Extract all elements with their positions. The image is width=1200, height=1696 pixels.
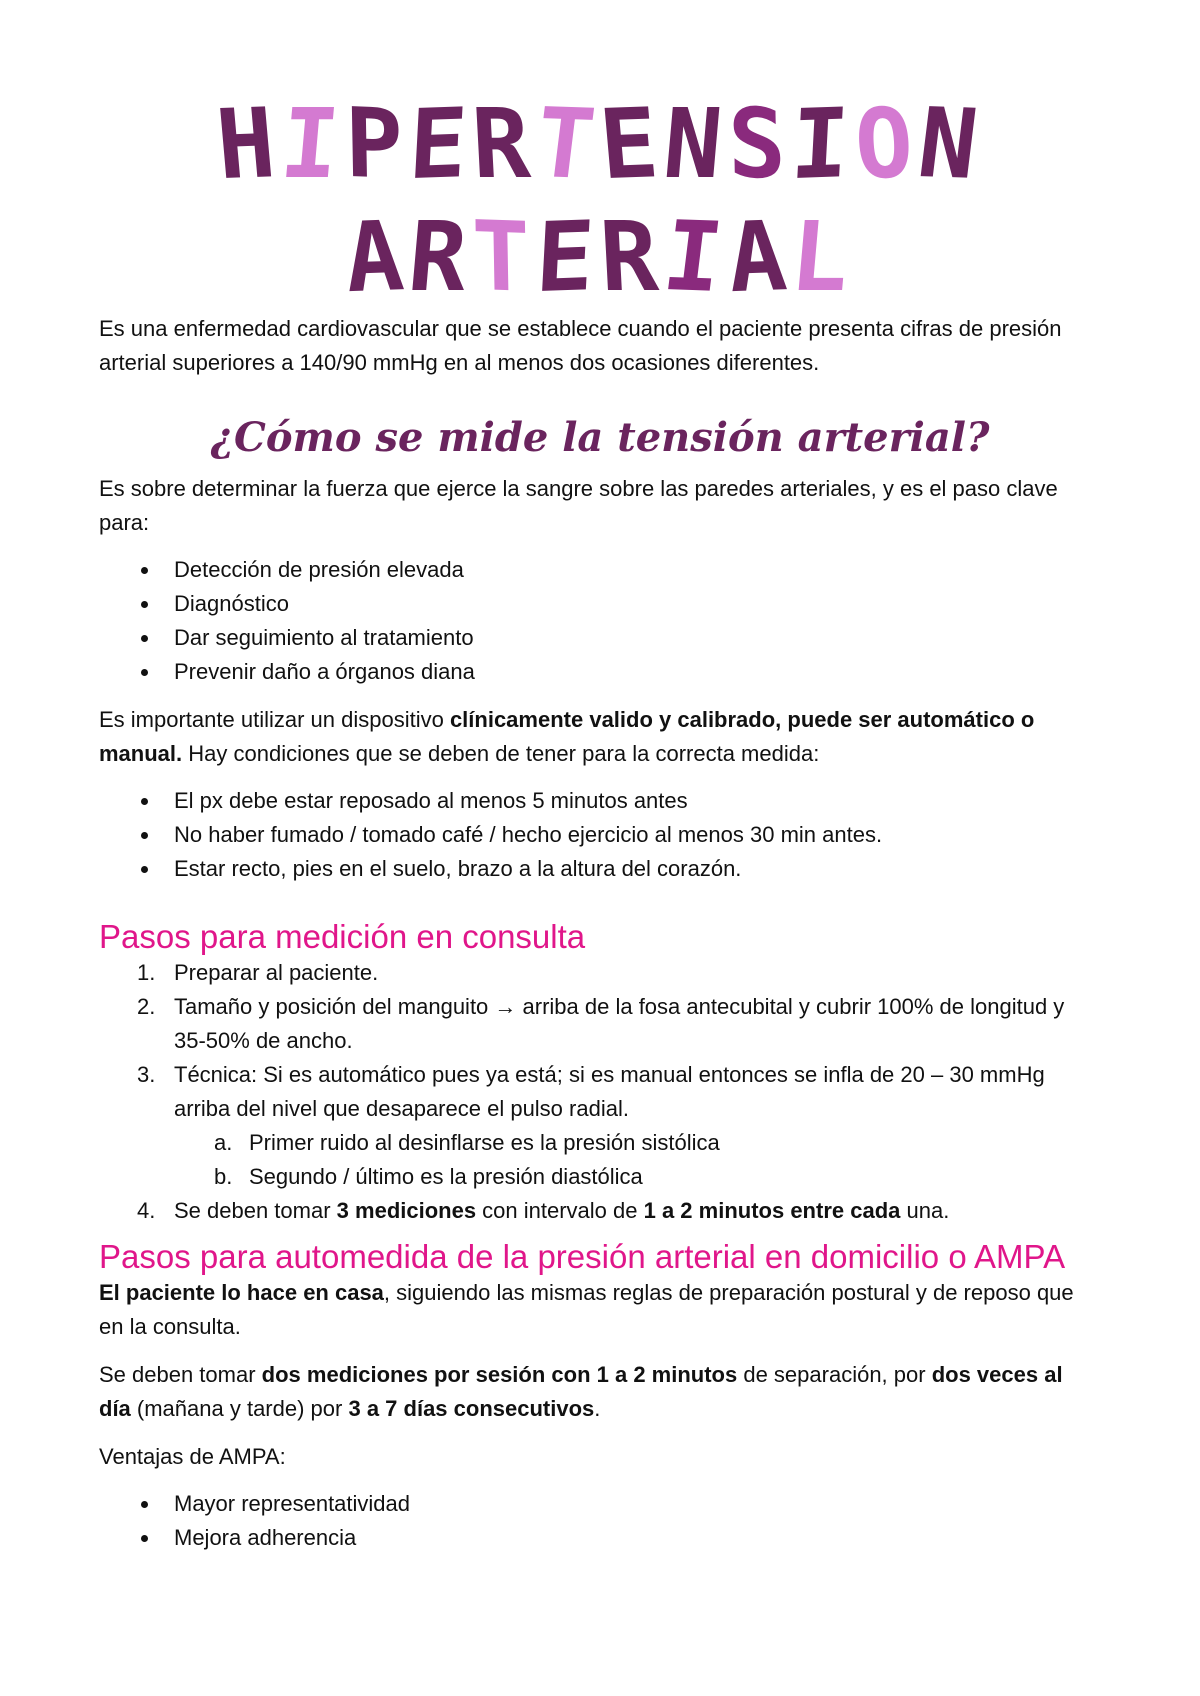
list-item: Prevenir daño a órganos diana [99, 655, 1099, 689]
list-item: Mejora adherencia [99, 1521, 1099, 1555]
list-item: No haber fumado / tomado café / hecho ejercicio al menos 30 min antes. [99, 818, 1099, 852]
heading-medicion: ¿Cómo se mide la tensión arterial? [210, 414, 990, 461]
ampa-paragraph-2: Se deben tomar dos mediciones por sesión con 1 a 2 minutos de separación, por dos veces al día (mañana y tarde) por 3 a 7 días consecutivos. [99, 1362, 1063, 1421]
list-item: Detección de presión elevada [99, 553, 1099, 587]
steps-list [99, 956, 1099, 1228]
document-title [0, 88, 1200, 315]
bullet-icon [141, 1535, 148, 1542]
list-item: Estar recto, pies en el suelo, brazo a la altura del corazón. [99, 852, 1099, 886]
substeps-list [99, 1126, 1099, 1194]
intro-paragraph: Es una enfermedad cardiovascular que se establece cuando el paciente presenta cifras de presión arterial superiores a 140/90 mmHg en al menos dos ocasiones diferentes. [99, 316, 1062, 375]
heading-ampa: Pasos para automedida de la presión arterial en domicilio o AMPA [99, 1238, 1066, 1275]
bullet-icon [141, 866, 148, 873]
ventajas-label: Ventajas de AMPA: [99, 1444, 286, 1469]
list-item: a. Primer ruido al desinflarse es la presión sistólica [214, 1130, 720, 1155]
title-line-2: ARTERIAL [339, 200, 861, 315]
purposes-list [99, 553, 1099, 689]
list-item: El px debe estar reposado al menos 5 minutos antes [99, 784, 1099, 818]
medicion-paragraph: Es sobre determinar la fuerza que ejerce la sangre sobre las paredes arteriales, y es el paso clave para: [99, 476, 1058, 535]
list-item: 2. Tamaño y posición del manguito → arriba de la fosa antecubital y cubrir 100% de longitud y 35-50% de ancho. [137, 994, 1065, 1053]
ampa-paragraph-1: El paciente lo hace en casa, siguiendo las mismas reglas de preparación postural y de reposo que en la consulta. [99, 1280, 1074, 1339]
device-paragraph: Es importante utilizar un dispositivo clínicamente valido y calibrado, puede ser automático o manual. Hay condiciones que se deben de tener para la correcta medida: [99, 707, 1035, 766]
bullet-icon [141, 567, 148, 574]
bullet-icon [141, 601, 148, 608]
heading-consulta: Pasos para medición en consulta [99, 918, 586, 955]
list-item: 4. Se deben tomar 3 mediciones con intervalo de 1 a 2 minutos entre cada una. [137, 1198, 950, 1223]
bullet-icon [141, 1501, 148, 1508]
consulta-section [99, 918, 1099, 1228]
bullet-icon [141, 635, 148, 642]
list-item: Mayor representatividad [99, 1487, 1099, 1521]
conditions-list [99, 784, 1099, 886]
bullet-icon [141, 832, 148, 839]
list-item: Dar seguimiento al tratamiento [99, 621, 1099, 655]
list-item: 3. Técnica: Si es automático pues ya está; si es manual entonces se infla de 20 – 30 mmHg arriba del nivel que desaparece el pulso radial. a. Primer ruido al desinflarse es la presión sistólica b. Segundo / último es la presión diastólica [99, 1058, 1099, 1194]
list-item: Diagnóstico [99, 587, 1099, 621]
list-item: b. Segundo / último es la presión diastólica [214, 1164, 643, 1189]
title-line-1: HIPERTENSION [212, 86, 990, 202]
intro-section [99, 312, 1099, 380]
ampa-section [99, 1238, 1099, 1555]
bullet-icon [141, 798, 148, 805]
list-item: 1. Preparar al paciente. [137, 960, 379, 985]
medicion-section [99, 472, 1099, 886]
ventajas-list [99, 1487, 1099, 1555]
bullet-icon [141, 669, 148, 676]
